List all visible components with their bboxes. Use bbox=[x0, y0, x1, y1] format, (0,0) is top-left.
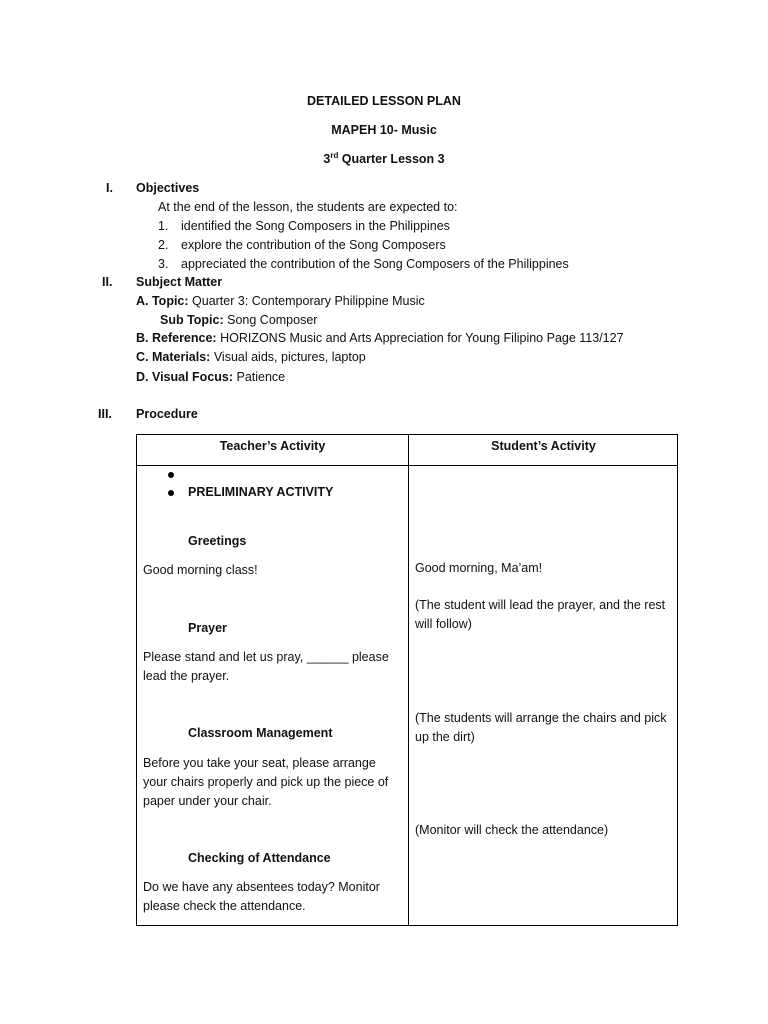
objective-item-text: appreciated the contribution of the Song Composers of the Philippines bbox=[181, 257, 569, 271]
teacher-activity-header: Teacher’s Activity bbox=[219, 439, 326, 453]
greetings-student-text: Good morning, Ma’am! bbox=[415, 561, 543, 575]
materials-line bbox=[136, 350, 366, 364]
reference-value: HORIZONS Music and Arts Appreciation for Young Filipino Page 113/127 bbox=[216, 331, 624, 345]
topic-line bbox=[136, 294, 425, 308]
document-title: DETAILED LESSON PLAN bbox=[307, 94, 461, 108]
visual-focus-line bbox=[136, 370, 285, 384]
reference-label: B. Reference: bbox=[136, 331, 217, 345]
objectives-heading: Objectives bbox=[136, 181, 200, 195]
classroom-teacher-text: Before you take your seat, please arrange your chairs properly and pick up the piece of paper under your chair. bbox=[143, 756, 389, 808]
objectives-intro: At the end of the lesson, the students are expected to: bbox=[158, 200, 458, 214]
empty-bullet-icon bbox=[168, 472, 174, 478]
subject-matter-numeral: II. bbox=[102, 275, 113, 289]
procedure-numeral: III. bbox=[98, 407, 112, 421]
subtopic-value: Song Composer bbox=[223, 313, 318, 327]
attendance-student-text: (Monitor will check the attendance) bbox=[415, 823, 609, 837]
materials-label: C. Materials: bbox=[136, 350, 211, 364]
bullet-icon bbox=[168, 490, 174, 496]
prayer-student-text: (The student will lead the prayer, and the rest will follow) bbox=[415, 598, 666, 631]
prayer-teacher-text: Please stand and let us pray, ______ please lead the prayer. bbox=[143, 650, 389, 683]
topic-label: A. Topic: bbox=[136, 294, 189, 308]
document-subject: MAPEH 10- Music bbox=[331, 123, 437, 137]
topic-value: Quarter 3: Contemporary Philippine Music bbox=[188, 294, 425, 308]
table-column-divider bbox=[408, 435, 409, 925]
preliminary-activity-label: PRELIMINARY ACTIVITY bbox=[188, 485, 334, 499]
student-activity-header: Student’s Activity bbox=[491, 439, 596, 453]
quarter-text: Quarter Lesson 3 bbox=[338, 152, 445, 166]
attendance-heading: Checking of Attendance bbox=[188, 851, 331, 865]
classroom-management-heading: Classroom Management bbox=[188, 726, 333, 740]
objective-item-number: 2. bbox=[158, 238, 169, 252]
objective-item-number: 1. bbox=[158, 219, 169, 233]
attendance-teacher-text: Do we have any absentees today? Monitor please check the attendance. bbox=[143, 880, 380, 913]
subtopic-line bbox=[160, 313, 317, 327]
objective-item-number: 3. bbox=[158, 257, 169, 271]
document-quarter bbox=[0, 152, 768, 166]
visual-focus-value: Patience bbox=[233, 370, 286, 384]
greetings-heading: Greetings bbox=[188, 534, 247, 548]
reference-line bbox=[136, 331, 624, 345]
quarter-superscript: rd bbox=[330, 150, 339, 160]
procedure-heading: Procedure bbox=[136, 407, 198, 421]
objectives-numeral: I. bbox=[106, 181, 113, 195]
subtopic-label: Sub Topic: bbox=[160, 313, 224, 327]
table-header-divider bbox=[137, 465, 677, 466]
prayer-heading: Prayer bbox=[188, 621, 227, 635]
quarter-number: 3 bbox=[323, 152, 331, 166]
subject-matter-heading: Subject Matter bbox=[136, 275, 223, 289]
materials-value: Visual aids, pictures, laptop bbox=[210, 350, 366, 364]
visual-focus-label: D. Visual Focus: bbox=[136, 370, 234, 384]
objective-item-text: identified the Song Composers in the Philippines bbox=[181, 219, 450, 233]
greetings-teacher-text: Good morning class! bbox=[143, 563, 258, 577]
procedure-table bbox=[136, 434, 678, 926]
objective-item-text: explore the contribution of the Song Composers bbox=[181, 238, 446, 252]
classroom-student-text: (The students will arrange the chairs and pick up the dirt) bbox=[415, 711, 667, 744]
